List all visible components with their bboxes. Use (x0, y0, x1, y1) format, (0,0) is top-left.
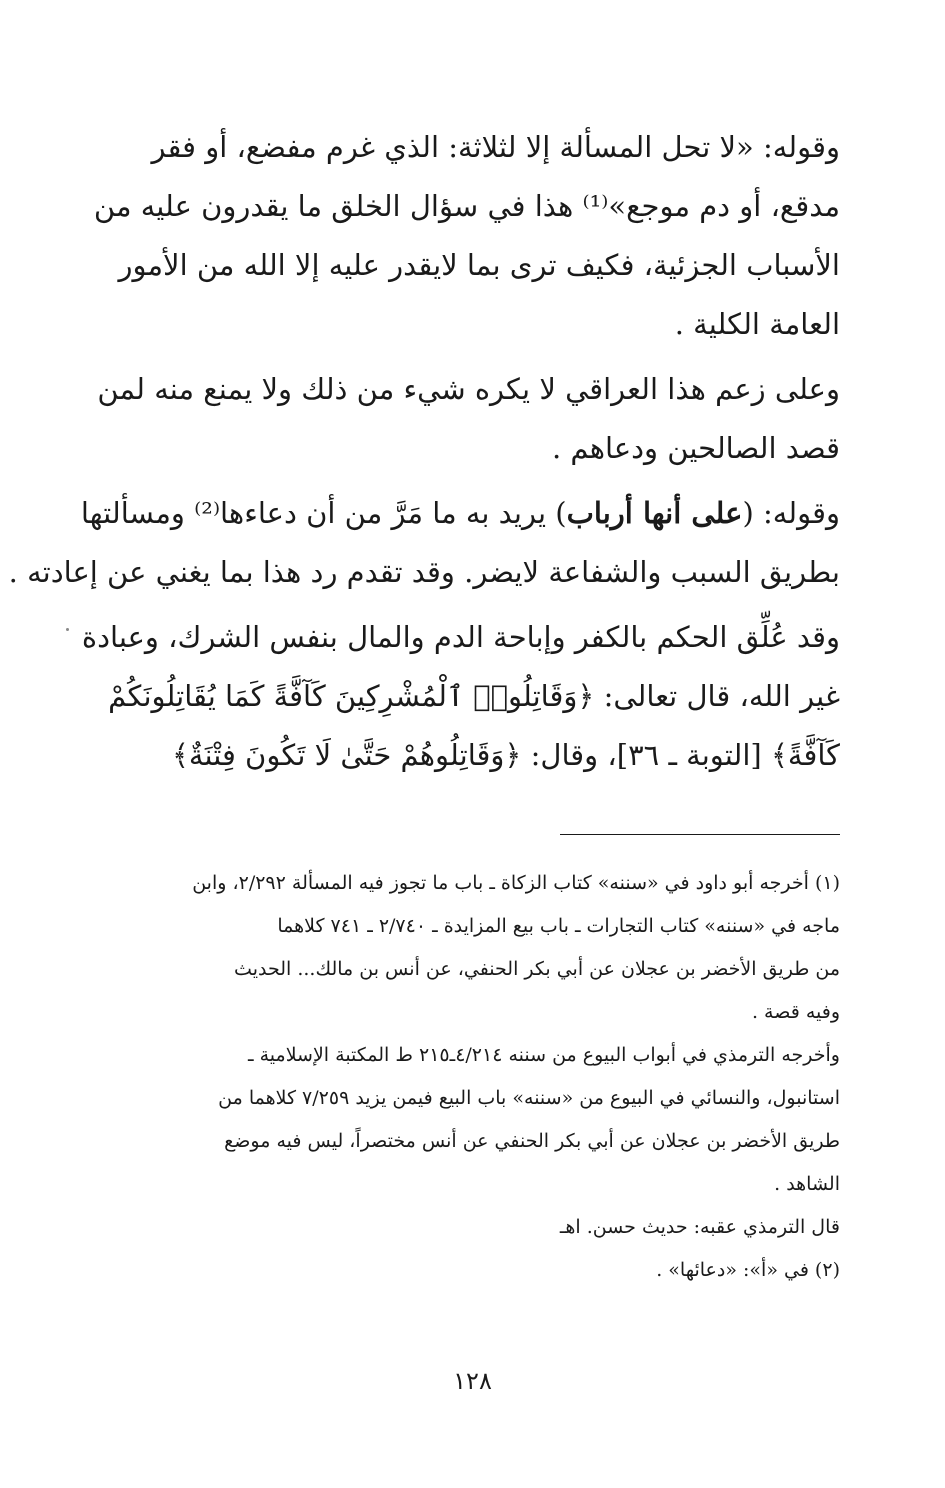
footnote-line: (٢) في «أ»: «دعائها» . (656, 1259, 840, 1281)
text-line: العامة الكلية . (674, 307, 840, 341)
footnote-line: طريق الأخضر بن عجلان عن أبي بكر الحنفي عن أنس مختصراً، ليس فيه موضع (224, 1130, 840, 1152)
paragraph-1 (93, 118, 840, 354)
text-line: الأسباب الجزئية، فكيف ترى بما لايقدر عليه إلا الله من الأمور (118, 248, 840, 282)
paragraph-3 (8, 484, 840, 602)
footnote-1-note (100, 1206, 840, 1249)
quoted-phrase: على أنها أرباب (566, 496, 743, 530)
text-line: قصد الصالحين ودعاهم . (551, 431, 840, 465)
quote-suffix: ) يريد به ما مَرَّ من أن دعاءها⁽²⁾ ومسألتها (80, 496, 567, 530)
quran-verse-line: كَآفَّةً﴾ [التوبة ـ ٣٦]، وقال: ﴿وَقَاتِلُوهُمْ حَتَّىٰ لَا تَكُونَ فِتْنَةٌ﴾ (171, 738, 840, 772)
paragraph-4 (81, 608, 840, 785)
footnote-separator (560, 834, 840, 835)
footnote-line: استانبول، والنسائي في البيوع من «سننه» باب البيع فيمن يزيد ٧/٢٥٩ كلاهما من (218, 1087, 840, 1109)
footnote-2 (100, 1249, 840, 1292)
text-line: وعلى زعم هذا العراقي لا يكره شيء من ذلك ولا يمنع منه لمن (97, 372, 840, 406)
page-number: ١٢٨ (453, 1367, 492, 1395)
footnote-line: قال الترمذي عقبه: حديث حسن. اهـ (559, 1216, 840, 1238)
quran-verse-line: غير الله، قال تعالى: ﴿وَقَاتِلُوا۟ ٱلْمُشْرِكِينَ كَآفَّةً كَمَا يُقَاتِلُونَكُمْ (108, 679, 840, 713)
footnote-line: وأخرجه الترمذي في أبواب البيوع من سننه ٤/٢١٤ـ٢١٥ ط المكتبة الإسلامية ـ (248, 1044, 840, 1066)
footnote-line: وفيه قصة . (751, 1001, 840, 1023)
footnotes (100, 862, 840, 1292)
main-text (8, 118, 840, 791)
paragraph-2 (97, 360, 840, 478)
footnote-line: ماجه في «سننه» كتاب التجارات ـ باب بيع المزايدة ـ ٢/٧٤٠ ـ ٧٤١ كلاهما (277, 915, 840, 937)
footnote-1-continued (100, 1034, 840, 1206)
footnote-line: من طريق الأخضر بن عجلان عن أبي بكر الحنفي، عن أنس بن مالك... الحديث (234, 958, 840, 980)
text-line: وقد عُلِّق الحكم بالكفر وإباحة الدم والمال بنفس الشرك، وعبادة (81, 620, 840, 654)
footnote-1 (100, 862, 840, 1034)
text-line: مدقع، أو دم موجع»⁽¹⁾ هذا في سؤال الخلق ما يقدرون عليه من (93, 189, 840, 223)
footnote-line: الشاهد . (774, 1173, 840, 1195)
quote-prefix: وقوله: ( (742, 496, 840, 530)
text-line: وقوله: «لا تحل المسألة إلا لثلاثة: الذي غرم مفضع، أو فقر (151, 130, 840, 164)
text-line: بطريق السبب والشفاعة لايضر. وقد تقدم رد هذا بما يغني عن إعادته . (8, 555, 840, 589)
scan-speck (66, 628, 69, 631)
footnote-line: (١) أخرجه أبو داود في «سننه» كتاب الزكاة ـ باب ما تجوز فيه المسألة ٢/٢٩٢، وابن (192, 872, 840, 894)
text-line (80, 484, 840, 543)
